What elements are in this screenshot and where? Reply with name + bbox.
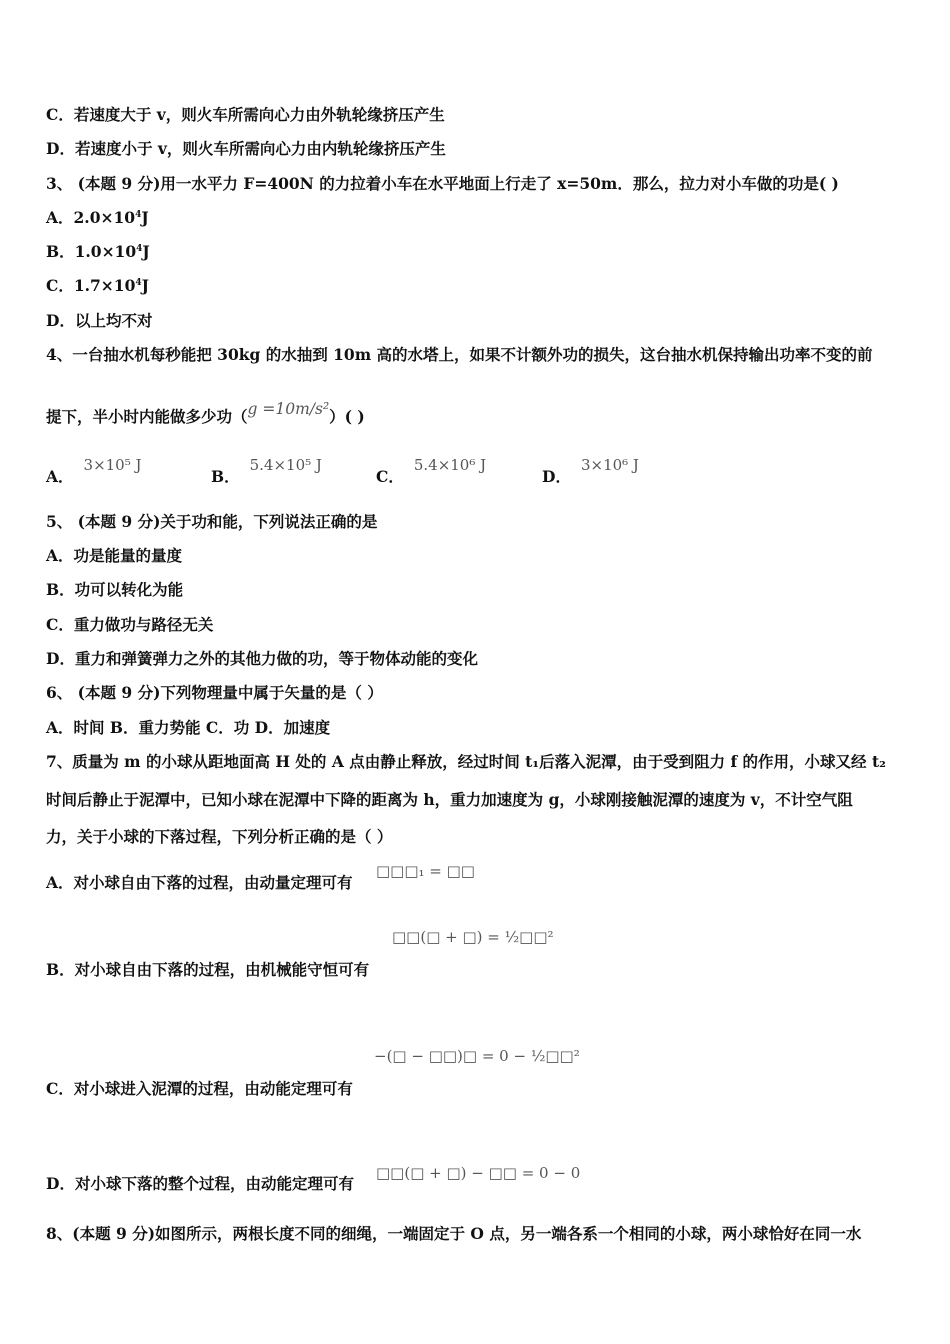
question-6-stem: 6、 (本题 9 分)下列物理量中属于矢量的是（ ）	[46, 683, 383, 702]
q5-option-a: A．功是能量的量度	[46, 546, 183, 565]
question-4-stem: 4、一台抽水机每秒能把 30kg 的水抽到 10m 高的水塔上，如果不计额外功的损失，这台抽水机保持输出功率不变的前	[46, 345, 873, 364]
q4-option-a	[46, 456, 142, 487]
q3-option-c	[46, 274, 149, 296]
q3-a-base: A．2.0×10	[46, 208, 136, 227]
q7-option-a: A．对小球自由下落的过程，由动量定理可有	[46, 873, 353, 892]
q3-b-unit: J	[142, 242, 150, 261]
q7-option-d: D．对小球下落的整个过程，由动能定理可有	[46, 1174, 354, 1193]
q7-option-b-formula: □□(□ + □) = ½□□²	[392, 928, 554, 946]
q3-option-b	[46, 240, 150, 262]
q4-d-label: D．	[542, 467, 571, 486]
q3-b-exp: 4	[136, 243, 143, 254]
q4-a-value: 3×10⁵ J	[83, 456, 142, 474]
q3-c-base: C．1.7×10	[46, 276, 136, 295]
q3-a-exp: 4	[135, 209, 142, 220]
q4-stem-paren: ）( )	[329, 407, 365, 426]
q3-option-d: D．以上均不对	[46, 311, 153, 330]
q3-b-base: B．1.0×10	[46, 242, 137, 261]
q3-a-unit: J	[141, 208, 149, 227]
q7-option-c-formula: −(□ − □□)□ = 0 − ½□□²	[374, 1047, 580, 1065]
q7-option-c: C．对小球进入泥潭的过程，由动能定理可有	[46, 1079, 353, 1098]
q6-options: A．时间 B．重力势能 C．功 D．加速度	[46, 718, 331, 737]
q3-c-unit: J	[141, 276, 149, 295]
q4-b-value: 5.4×10⁵ J	[249, 456, 322, 474]
q4-gravity-formula: g =10m/s²	[247, 400, 330, 418]
question-7-stem-cont: 时间后静止于泥潭中，已知小球在泥潭中下降的距离为 h，重力加速度为 g，小球刚接触泥潭的速度为 v，不计空气阻	[46, 790, 853, 809]
q5-option-d: D．重力和弹簧弹力之外的其他力做的功，等于物体动能的变化	[46, 649, 478, 668]
q4-option-b	[211, 456, 322, 487]
q7-option-d-formula: □□(□ + □) − □□ = 0 − 0	[376, 1164, 581, 1182]
q7-option-b: B．对小球自由下落的过程，由机械能守恒可有	[46, 960, 370, 979]
question-7-stem: 7、质量为 m 的小球从距地面高 H 处的 A 点由静止释放，经过时间 t₁后落入泥潭，由于受到阻力 f 的作用，小球又经 t₂	[46, 752, 886, 771]
q5-option-c: C．重力做功与路径无关	[46, 615, 214, 634]
q4-b-label: B．	[211, 467, 240, 486]
question-8-stem: 8、(本题 9 分)如图所示，两根长度不同的细绳，一端固定于 O 点，另一端各系一个相同的小球，两小球恰好在同一水	[46, 1224, 862, 1243]
q3-option-a	[46, 206, 149, 228]
option-c-text: C．若速度大于 v，则火车所需向心力由外轨轮缘挤压产生	[46, 105, 445, 124]
question-3-stem: 3、 (本题 9 分)用一水平力 F=400N 的力拉着小车在水平地面上行走了 x=50m．那么，拉力对小车做的功是( )	[46, 174, 839, 193]
question-7-stem-end: 力，关于小球的下落过程，下列分析正确的是（ ）	[46, 827, 393, 846]
q4-stem-text: 提下，半小时内能做多少功（	[46, 407, 248, 426]
option-d-text: D．若速度小于 v，则火车所需向心力由内轨轮缘挤压产生	[46, 139, 446, 158]
q7-option-a-formula: □□□₁ = □□	[376, 862, 475, 880]
question-4-stem-cont	[46, 400, 365, 427]
q4-c-value: 5.4×10⁶ J	[413, 456, 487, 474]
q4-c-label: C．	[376, 467, 404, 486]
q5-option-b: B．功可以转化为能	[46, 580, 184, 599]
q4-d-value: 3×10⁶ J	[580, 456, 639, 474]
question-5-stem: 5、 (本题 9 分)关于功和能，下列说法正确的是	[46, 512, 378, 531]
q4-a-label: A．	[46, 467, 74, 486]
q4-option-d	[542, 456, 639, 487]
q3-c-exp: 4	[135, 277, 142, 288]
q4-option-c	[376, 456, 487, 487]
